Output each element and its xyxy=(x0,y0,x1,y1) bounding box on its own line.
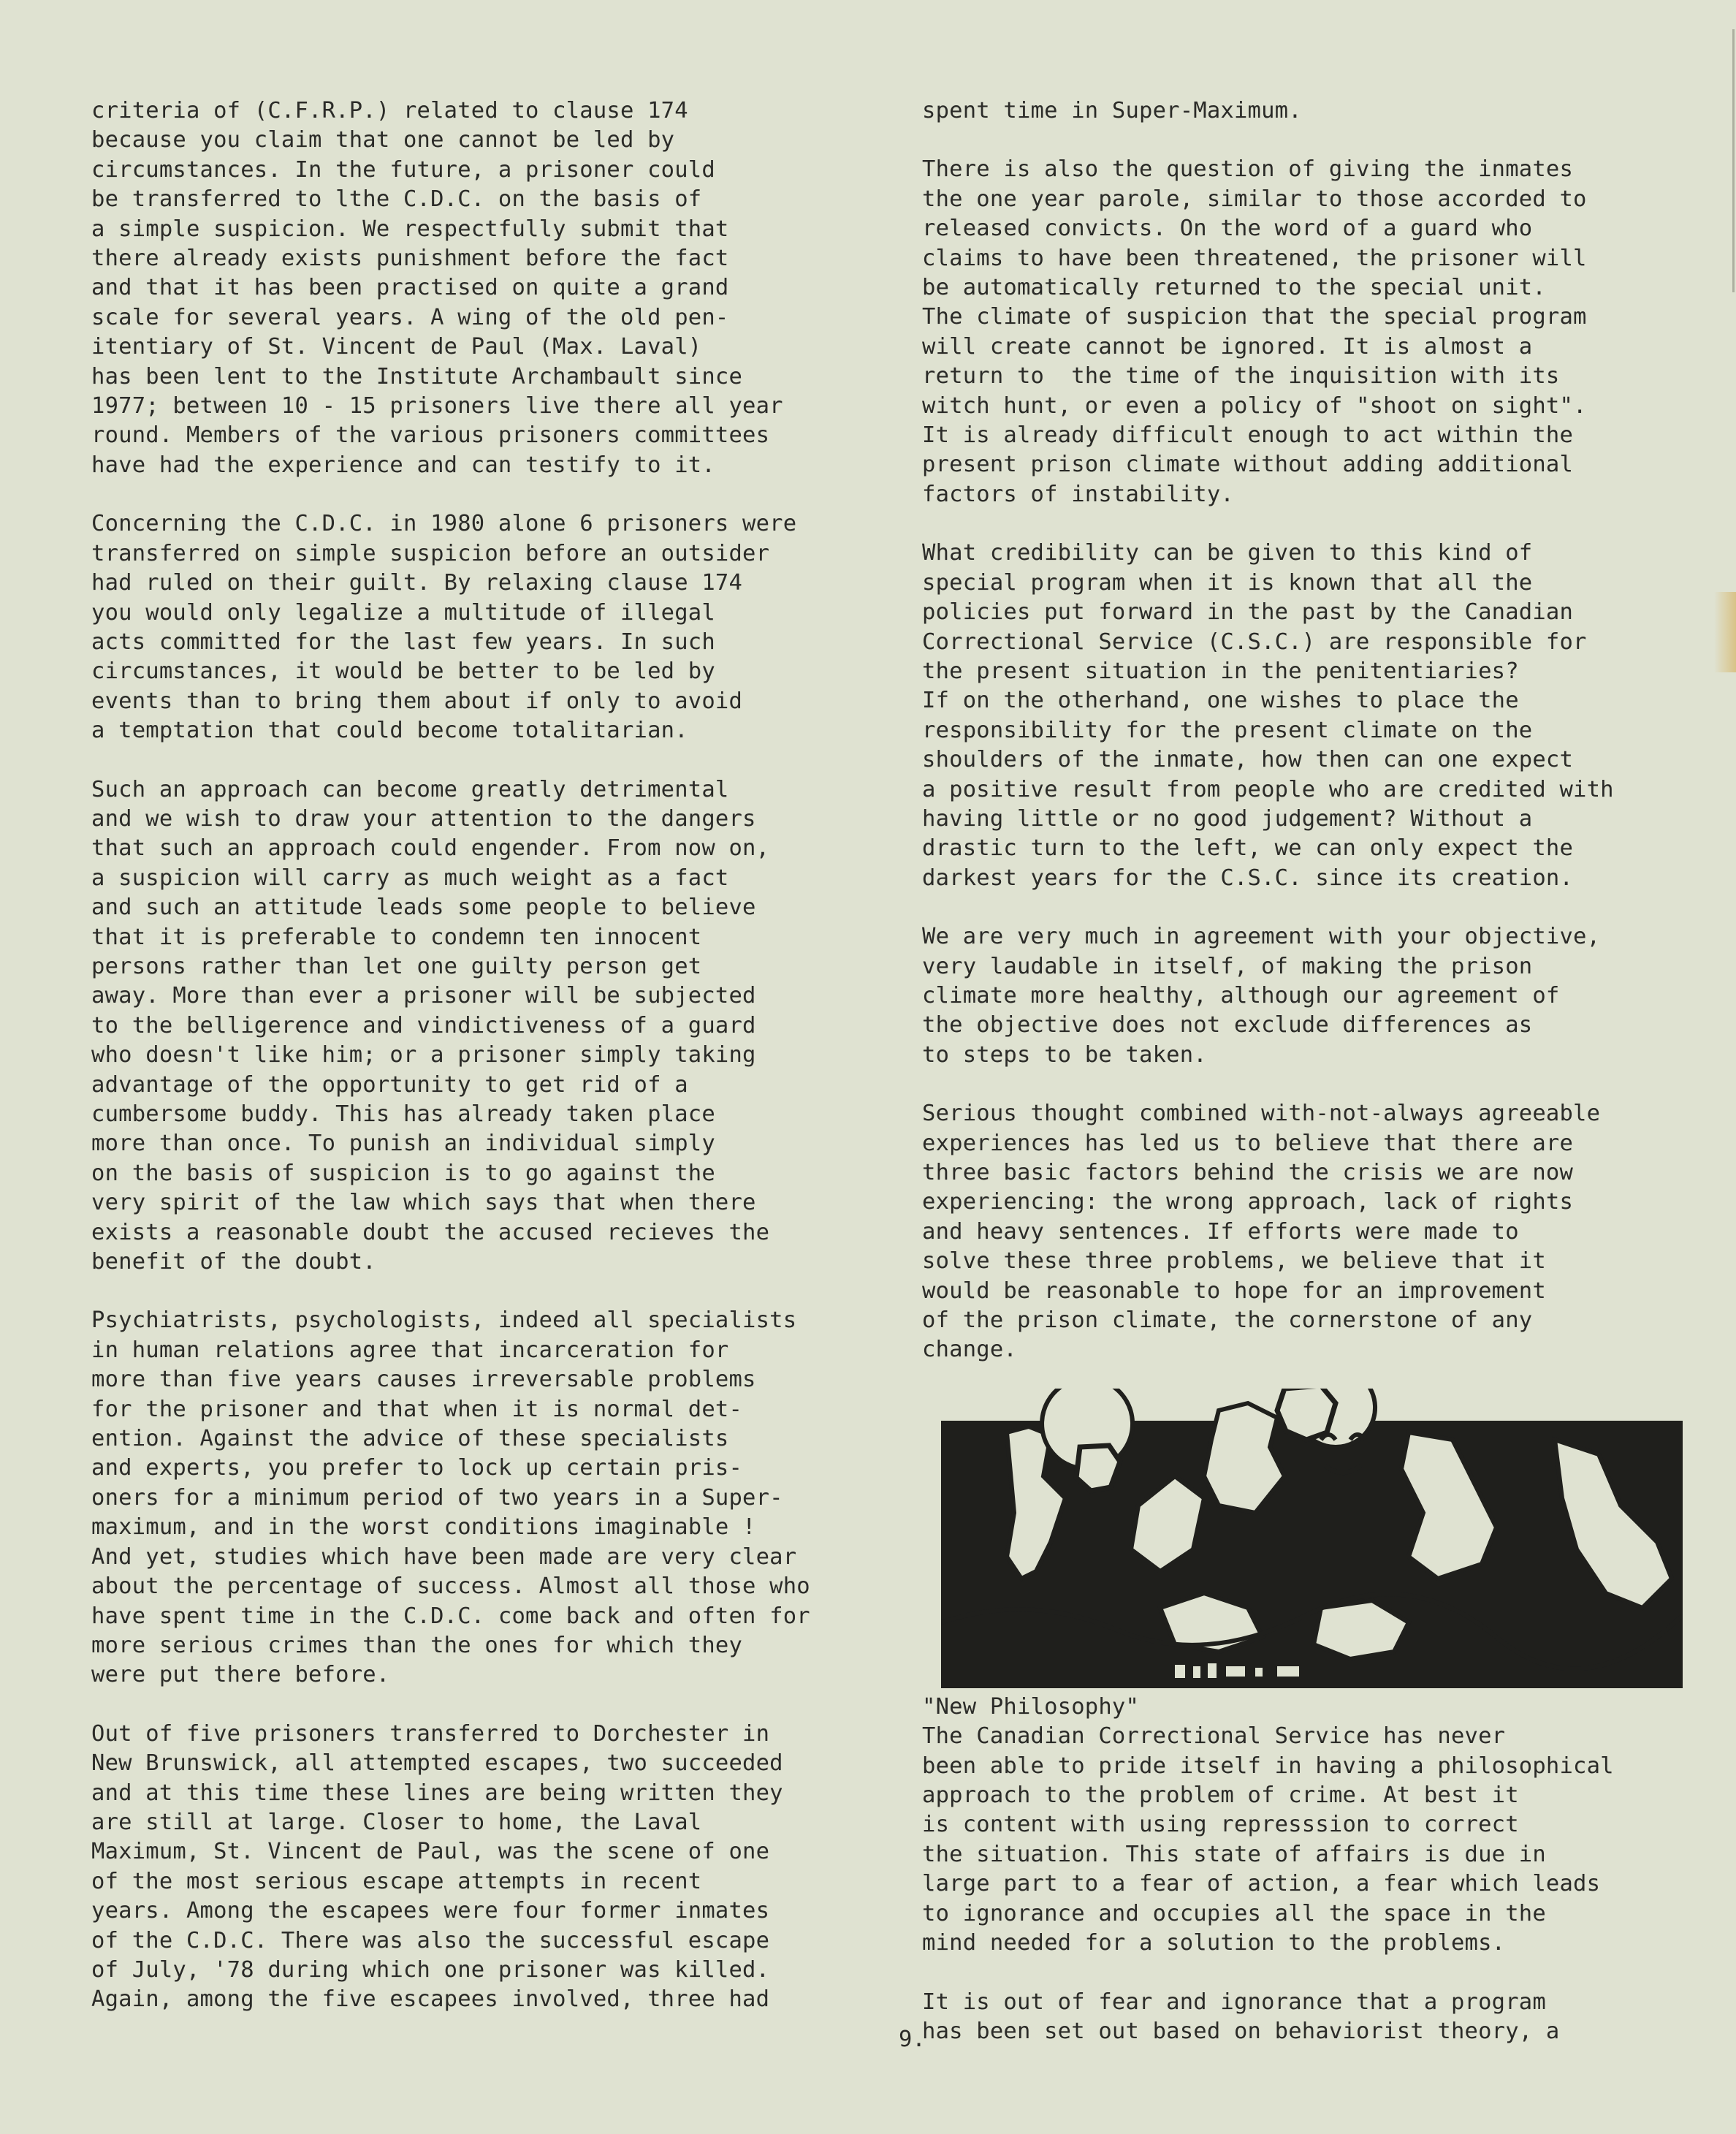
paragraph xyxy=(922,922,1697,1070)
text-line: responsibility for the present climate on the xyxy=(922,717,1533,743)
text-line: criteria of (C.F.R.P.) related to clause 174 xyxy=(91,98,688,124)
text-line: Serious thought combined with-not-always agreeable xyxy=(922,1101,1601,1127)
text-line: spent time in Super-Maximum. xyxy=(922,98,1302,124)
text-line: you would only legalize a multitude of illegal xyxy=(91,599,715,626)
paragraph xyxy=(91,96,910,480)
text-line: experiences has led us to believe that there are xyxy=(922,1130,1574,1156)
text-line: are still at large. Closer to home, the Laval xyxy=(91,1809,702,1835)
text-line: claims to have been threatened, the prisoner will xyxy=(922,245,1587,271)
text-line: New Brunswick, all attempted escapes, two succeeded xyxy=(91,1750,783,1777)
text-line: We are very much in agreement with your objective, xyxy=(922,924,1601,950)
text-line: has been set out based on behaviorist theory, a xyxy=(922,2018,1560,2044)
text-line: has been lent to the Institute Archambault since xyxy=(91,363,743,390)
text-line: What credibility can be given to this kind of xyxy=(922,540,1533,566)
paragraph xyxy=(922,155,1697,509)
text-line: be automatically returned to the special unit. xyxy=(922,275,1546,301)
new-philosophy-illustration xyxy=(941,1389,1683,1688)
text-line: Psychiatrists, psychologists, indeed all specialists xyxy=(91,1307,797,1334)
text-line: benefit of the doubt. xyxy=(91,1249,376,1275)
text-line: will create cannot be ignored. It is almost a xyxy=(922,333,1533,360)
text-line: there already exists punishment before the fact xyxy=(91,246,729,272)
text-line: would be reasonable to hope for an improvement xyxy=(922,1277,1546,1304)
text-line: have spent time in the C.D.C. come back and often for xyxy=(91,1603,810,1629)
text-line: were put there before. xyxy=(91,1662,390,1688)
text-line: because you claim that one cannot be led by xyxy=(91,127,675,153)
text-line: policies put forward in the past by the Canadian xyxy=(922,599,1574,626)
page-edge-mark xyxy=(1732,29,1735,292)
right-column-lower-text xyxy=(922,1722,1697,2046)
text-line: released convicts. On the word of a guard who xyxy=(922,216,1533,242)
paragraph xyxy=(922,1099,1697,1365)
paragraph xyxy=(91,1306,910,1690)
text-line: persons rather than let one guilty person get xyxy=(91,953,702,979)
text-line: more than once. To punish an individual simply xyxy=(91,1131,715,1157)
text-line: that it is preferable to condemn ten innocent xyxy=(91,924,702,950)
text-line: the one year parole, similar to those accorded to xyxy=(922,186,1587,212)
text-line: acts committed for the last few years. In such xyxy=(91,629,715,655)
text-line: The climate of suspicion that the special program xyxy=(922,304,1587,330)
text-line: Such an approach can become greatly detrimental xyxy=(91,776,729,802)
text-line: circumstances. In the future, a prisoner could xyxy=(91,156,715,183)
text-line: three basic factors behind the crisis we are now xyxy=(922,1160,1574,1185)
text-line: events than to bring them about if only to avoid xyxy=(91,688,743,714)
text-line: the present situation in the penitentiaries? xyxy=(922,658,1519,684)
text-line: is content with using represssion to correct xyxy=(922,1812,1519,1838)
right-column xyxy=(922,96,1697,2076)
text-line: It is out of fear and ignorance that a program xyxy=(922,1989,1546,2015)
text-line: have had the experience and can testify to it. xyxy=(91,452,715,478)
text-line: experiencing: the wrong approach, lack of rights xyxy=(922,1189,1574,1215)
text-line: Maximum, St. Vincent de Paul, was the scene of one xyxy=(91,1839,770,1865)
text-line: had ruled on their guilt. By relaxing clause 174 xyxy=(91,570,743,596)
text-line: itentiary of St. Vincent de Paul (Max. Laval) xyxy=(91,334,702,360)
text-line: return to the time of the inquisition with its xyxy=(922,363,1560,390)
text-line: darkest years for the C.S.C. since its creation. xyxy=(922,865,1574,891)
raised-fists-drawing xyxy=(941,1389,1683,1688)
text-line: and such an attitude leads some people to believe xyxy=(91,895,756,921)
text-line: The Canadian Correctional Service has never xyxy=(922,1723,1506,1750)
text-line: There is also the question of giving the inmates xyxy=(922,156,1574,183)
text-line: ention. Against the advice of these specialists xyxy=(91,1426,729,1452)
text-line: drastic turn to the left, we can only expect the xyxy=(922,835,1574,862)
text-line: And yet, studies which have been made are very clear xyxy=(91,1543,797,1570)
text-line: be transferred to lthe C.D.C. on the basis of xyxy=(91,186,702,213)
text-line: It is already difficult enough to act within the xyxy=(922,422,1574,449)
text-line: Again, among the five escapees involved, three had xyxy=(91,1986,770,2013)
right-column-upper-text xyxy=(922,96,1697,1365)
page-number: 9. xyxy=(899,2027,926,2052)
text-line: away. More than ever a prisoner will be subjected xyxy=(91,983,756,1009)
text-line: advantage of the opportunity to get rid of a xyxy=(91,1071,688,1098)
text-line: maximum, and in the worst conditions imaginable ! xyxy=(91,1514,756,1541)
illustration-caption: "New Philosophy" xyxy=(922,1693,1140,1720)
text-line: and heavy sentences. If efforts were made to xyxy=(922,1218,1519,1245)
text-line: oners for a minimum period of two years in a Super- xyxy=(91,1484,783,1511)
text-line: present prison climate without adding additional xyxy=(922,452,1574,478)
text-line: a suspicion will carry as much weight as a fact xyxy=(91,865,729,891)
text-line: cumbersome buddy. This has already taken place xyxy=(91,1101,715,1127)
text-line: change. xyxy=(922,1337,1017,1363)
text-line: of July, '78 during which one prisoner was killed. xyxy=(91,1956,770,1983)
text-line: circumstances, it would be better to be led by xyxy=(91,658,715,685)
text-line: solve these three problems, we believe that it xyxy=(922,1248,1546,1275)
text-line: factors of instability. xyxy=(922,481,1234,507)
text-line: approach to the problem of crime. At best it xyxy=(922,1782,1519,1809)
text-line: of the prison climate, the cornerstone of any xyxy=(922,1307,1533,1334)
text-line: Concerning the C.D.C. in 1980 alone 6 prisoners were xyxy=(91,511,797,537)
text-line: to steps to be taken. xyxy=(922,1041,1207,1068)
paragraph xyxy=(91,775,910,1277)
text-line: witch hunt, or even a policy of "shoot on sight". xyxy=(922,392,1587,419)
page-edge-stain xyxy=(1714,592,1736,672)
text-line: who doesn't like him; or a prisoner simply taking xyxy=(91,1042,756,1068)
text-line: scale for several years. A wing of the old pen- xyxy=(91,304,729,330)
text-line: a temptation that could become totalitarian. xyxy=(91,718,688,744)
text-line: of the C.D.C. There was also the successful escape xyxy=(91,1927,770,1953)
text-line: round. Members of the various prisoners committees xyxy=(91,422,770,449)
text-line: a simple suspicion. We respectfully submit that xyxy=(91,216,729,242)
paragraph xyxy=(922,1988,1697,2047)
text-line: a positive result from people who are credited with xyxy=(922,776,1614,802)
text-line: and at this time these lines are being written they xyxy=(91,1780,783,1806)
text-line: If on the otherhand, one wishes to place the xyxy=(922,688,1519,714)
text-line: that such an approach could engender. From now on, xyxy=(91,835,770,862)
text-line: of the most serious escape attempts in recent xyxy=(91,1868,702,1894)
text-line: Correctional Service (C.S.C.) are responsible for xyxy=(922,629,1587,655)
text-line: exists a reasonable doubt the accused recieves the xyxy=(91,1219,770,1245)
text-line: very spirit of the law which says that when there xyxy=(91,1190,756,1216)
text-line: having little or no good judgement? Without a xyxy=(922,805,1533,832)
text-line: to the belligerence and vindictiveness of a guard xyxy=(91,1012,756,1038)
text-line: more serious crimes than the ones for which they xyxy=(91,1632,743,1658)
paragraph xyxy=(922,96,1697,126)
text-line: more than five years causes irreversable problems xyxy=(91,1367,756,1393)
left-column xyxy=(91,96,910,2015)
text-line: special program when it is known that all the xyxy=(922,569,1533,596)
text-line: transferred on simple suspicion before an outsider xyxy=(91,540,770,566)
text-line: and experts, you prefer to lock up certain pris- xyxy=(91,1455,743,1481)
paragraph xyxy=(922,1722,1697,1958)
text-line: the objective does not exclude differences as xyxy=(922,1012,1533,1038)
text-line: for the prisoner and that when it is normal det- xyxy=(91,1396,743,1422)
text-line: the situation. This state of affairs is due in xyxy=(922,1841,1546,1867)
text-line: about the percentage of success. Almost all those who xyxy=(91,1573,810,1600)
text-line: Out of five prisoners transferred to Dorchester in xyxy=(91,1720,770,1747)
paragraph xyxy=(91,1720,910,2015)
text-line: very laudable in itself, of making the prison xyxy=(922,953,1533,979)
paragraph xyxy=(91,509,910,745)
paragraph xyxy=(922,539,1697,893)
text-line: been able to pride itself in having a philosophical xyxy=(922,1753,1614,1779)
text-line: and that it has been practised on quite a grand xyxy=(91,275,729,301)
text-line: and we wish to draw your attention to the dangers xyxy=(91,805,756,832)
text-line: large part to a fear of action, a fear which leads xyxy=(922,1871,1601,1897)
text-line: shoulders of the inmate, how then can one expect xyxy=(922,747,1574,773)
text-line: mind needed for a solution to the problems. xyxy=(922,1930,1506,1956)
text-line: 1977; between 10 - 15 prisoners live there all year xyxy=(91,393,783,419)
text-line: to ignorance and occupies all the space in the xyxy=(922,1900,1546,1926)
text-line: in human relations agree that incarceration for xyxy=(91,1337,729,1363)
text-line: climate more healthy, although our agreement of xyxy=(922,982,1560,1009)
text-line: years. Among the escapees were four former inmates xyxy=(91,1898,770,1924)
text-line: on the basis of suspicion is to go against the xyxy=(91,1160,715,1186)
